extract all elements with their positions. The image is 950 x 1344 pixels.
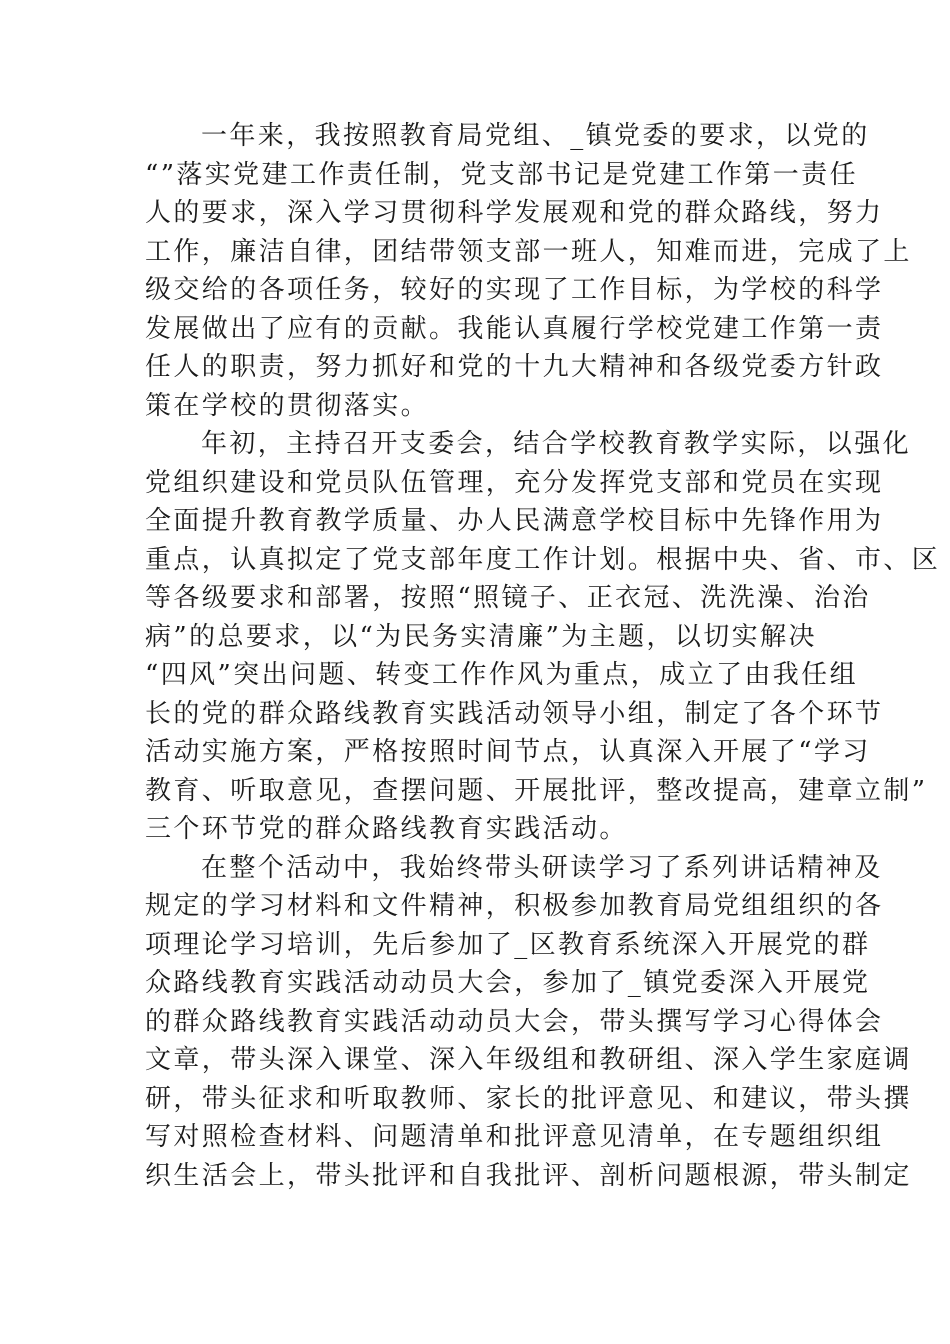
text-line: 党组织建设和党员队伍管理，充分发挥党支部和党员在实现 [145, 467, 884, 498]
text-line: 年初，主持召开支委会，结合学校教育教学实际，以强化 [201, 429, 912, 459]
text-line: 的群众路线教育实践活动动员大会，带头撰写学习心得体会 [145, 1006, 884, 1037]
paragraph-1 [145, 117, 912, 425]
text-line: 活动实施方案，严格按照时间节点，认真深入开展了“学习 [145, 737, 871, 767]
paragraph-3 [145, 849, 912, 1196]
text-line: 策在学校的贯彻落实。 [145, 390, 430, 421]
text-line: 织生活会上，带头批评和自我批评、剖析问题根源，带头制定 [145, 1160, 912, 1191]
text-line: 众路线教育实践活动动员大会，参加了_镇党委深入开展党 [145, 968, 871, 998]
text-line: 教育、听取意见，查摆问题、开展批评，整改提高，建章立制” [145, 775, 928, 806]
text-line: 项理论学习培训，先后参加了_区教育系统深入开展党的群 [145, 929, 871, 960]
paragraph-2 [145, 425, 941, 849]
text-line: “”落实党建工作责任制，党支部书记是党建工作第一责任 [145, 159, 858, 190]
text-line: 人的要求，深入学习贯彻科学发展观和党的群众路线，努力 [145, 198, 884, 228]
text-line: 重点，认真拟定了党支部年度工作计划。根据中央、省、市、区 [145, 544, 941, 575]
text-line: 研，带头征求和听取教师、家长的批评意见、和建议，带头撰 [145, 1083, 912, 1114]
text-line: 等各级要求和部署，按照“照镜子、正衣冠、洗洗澡、治治 [145, 583, 871, 613]
text-line: 病”的总要求，以“为民务实清廉”为主题，以切实解决 [145, 621, 817, 652]
text-line: 级交给的各项任务，较好的实现了工作目标，为学校的科学 [145, 275, 884, 305]
text-line: 规定的学习材料和文件精神，积极参加教育局党组组织的各 [145, 891, 884, 921]
text-line: 工作，廉洁自律，团结带领支部一班人，知难而进，完成了上 [145, 236, 912, 267]
text-line: 发展做出了应有的贡献。我能认真履行学校党建工作第一责 [145, 313, 884, 344]
text-line: 全面提升教育教学质量、办人民满意学校目标中先锋作用为 [145, 506, 884, 536]
text-line: “四风”突出问题、转变工作作风为重点，成立了由我任组 [145, 660, 858, 690]
text-line: 三个环节党的群众路线教育实践活动。 [145, 814, 628, 844]
text-line: 长的党的群众路线教育实践活动领导小组，制定了各个环节 [145, 698, 884, 729]
text-line: 在整个活动中，我始终带头研读学习了系列讲话精神及 [201, 852, 883, 883]
text-line: 写对照检查材料、问题清单和批评意见清单，在专题组织组 [145, 1122, 884, 1152]
text-line: 文章，带头深入课堂、深入年级组和教研组、深入学生家庭调 [145, 1045, 912, 1075]
document-body [145, 117, 941, 1195]
text-line: 一年来，我按照教育局党组、_镇党委的要求，以党的 [201, 121, 870, 151]
text-line: 任人的职责，努力抓好和党的十九大精神和各级党委方针政 [145, 352, 884, 382]
